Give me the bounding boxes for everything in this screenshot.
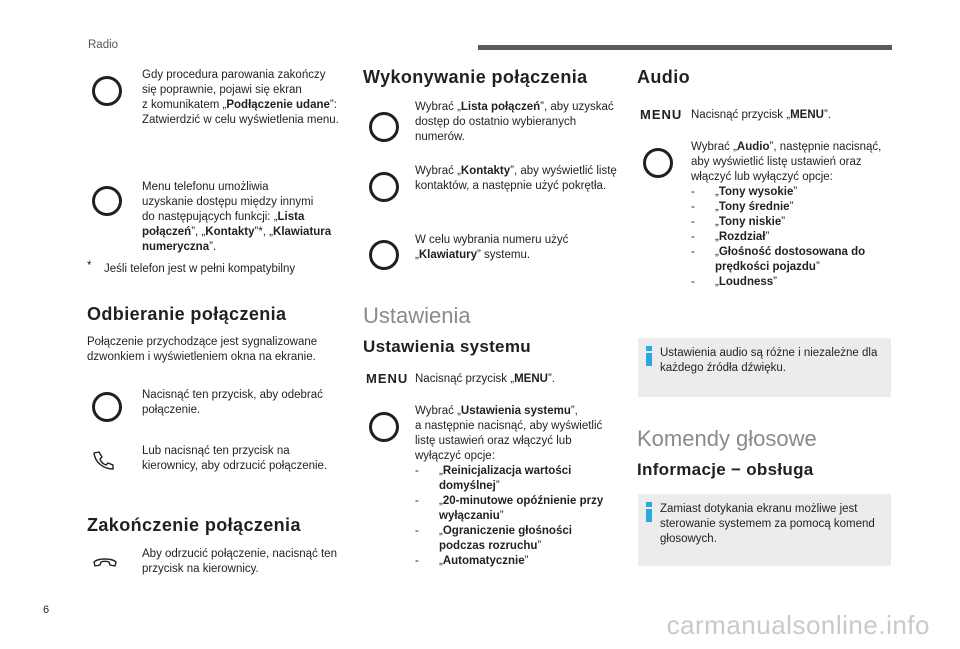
knob-icon: [643, 148, 673, 178]
audio-options-list: [691, 185, 891, 290]
call-step-3: W celu wybrania numeru użyć „Klawiatury” systemu.: [415, 234, 569, 261]
list-item: - „Głośność dostosowana do prędkości pojazdu”: [691, 245, 891, 275]
info-box-audio: [638, 338, 891, 397]
audio-menu-step: Nacisnąć przycisk „MENU”.: [691, 109, 831, 121]
page-number: 6: [43, 604, 50, 616]
settings-title: Ustawienia: [363, 303, 471, 328]
system-step: Wybrać „Ustawienia systemu”, a następnie nacisnąć, aby wyświetlić listę ustawień oraz włączyć lub wyłączyć opcje: - „Reinicjalizacja wartości domyślnej” - „20-minutowe opóźnienie przy wyłączaniu” - „Ograniczenie głośności podczas rozruchu” - „Automatycznie”: [415, 404, 630, 569]
receive-heading: Odbieranie połączenia: [87, 304, 287, 324]
knob-icon: [369, 412, 399, 442]
list-item: - „Loudness”: [691, 275, 891, 290]
call-heading: Wykonywanie połączenia: [363, 67, 588, 87]
knob-icon: [92, 76, 122, 106]
hangup-phone-icon: [92, 552, 118, 572]
info-icon: [646, 346, 652, 366]
list-item: - „20-minutowe opóźnienie przy wyłączaniu”: [415, 494, 630, 524]
list-item: - „Tony średnie”: [691, 200, 891, 215]
list-item: - „Tony wysokie”: [691, 185, 891, 200]
call-step-1: Wybrać „Lista połączeń”, aby uzyskać dostęp do ostatnio wybieranych numerów.: [415, 101, 614, 143]
receive-step-1: Nacisnąć ten przycisk, aby odebrać połączenie.: [142, 389, 323, 416]
voice-info-heading: Informacje − obsługa: [637, 460, 814, 479]
knob-icon: [92, 186, 122, 216]
menu-step: Nacisnąć przycisk „MENU”.: [415, 373, 555, 385]
info-text: Zamiast dotykania ekranu możliwe jest sterowanie systemem za pomocą komend głosowych.: [660, 503, 875, 545]
footnote-star: *: [87, 260, 92, 272]
receive-intro: Połączenie przychodzące jest sygnalizowane dzwonkiem i wyświetleniem okna na ekranie.: [87, 336, 318, 363]
knob-icon: [369, 240, 399, 270]
end-step: Aby odrzucić połączenie, nacisnąć ten przycisk na kierownicy.: [142, 548, 337, 575]
knob-icon: [369, 112, 399, 142]
footnote-text: Jeśli telefon jest w pełni kompatybilny: [104, 263, 296, 275]
info-box-voice: [638, 494, 891, 566]
info-icon: [646, 502, 652, 522]
menu-icon: MENU: [366, 371, 409, 386]
list-item: - „Reinicjalizacja wartości domyślnej”: [415, 464, 630, 494]
header-divider: [478, 45, 892, 50]
phone-menu-text: Menu telefonu umożliwia uzyskanie dostępu między innymi do następujących funkcji: „Lista połączeń”, „Kontakty”*, „Klawiatura numeryczna”.: [142, 181, 332, 253]
receive-step-2: Lub nacisnąć ten przycisk na kierownicy, aby odrzucić połączenie.: [142, 445, 328, 472]
audio-heading: Audio: [637, 67, 690, 87]
knob-icon: [369, 172, 399, 202]
info-text: Ustawienia audio są różne i niezależne dla każdego źródła dźwięku.: [660, 347, 878, 374]
list-item: - „Rozdział”: [691, 230, 891, 245]
pairing-text: Gdy procedura parowania zakończy się poprawnie, pojawi się ekran z komunikatem „Podłączenie udane”: Zatwierdzić w celu wyświetlenia menu.: [142, 69, 339, 126]
list-item: - „Automatycznie”: [415, 554, 630, 569]
voice-title: Komendy głosowe: [637, 426, 817, 451]
list-item: - „Tony niskie”: [691, 215, 891, 230]
end-heading: Zakończenie połączenia: [87, 515, 301, 535]
menu-icon: MENU: [640, 107, 683, 122]
list-item: - „Ograniczenie głośności podczas rozruchu”: [415, 524, 630, 554]
watermark: carmanualsonline.info: [666, 610, 930, 640]
system-options-list: [415, 464, 630, 569]
knob-icon: [92, 392, 122, 422]
phone-icon: [91, 450, 117, 470]
call-step-2: Wybrać „Kontakty”, aby wyświetlić listę kontaktów, a następnie użyć pokrętła.: [415, 165, 617, 192]
audio-step: Wybrać „Audio”, następnie nacisnąć, aby wyświetlić listę ustawień oraz włączyć lub wyłączyć opcje: - „Tony wysokie” - „Tony średnie” - „Tony niskie” - „Rozdział” - „Głośność dostosowana do prędkości pojazdu” - „Loudness”: [691, 140, 891, 290]
section-title: Radio: [88, 39, 119, 51]
system-settings-heading: Ustawienia systemu: [363, 337, 531, 356]
